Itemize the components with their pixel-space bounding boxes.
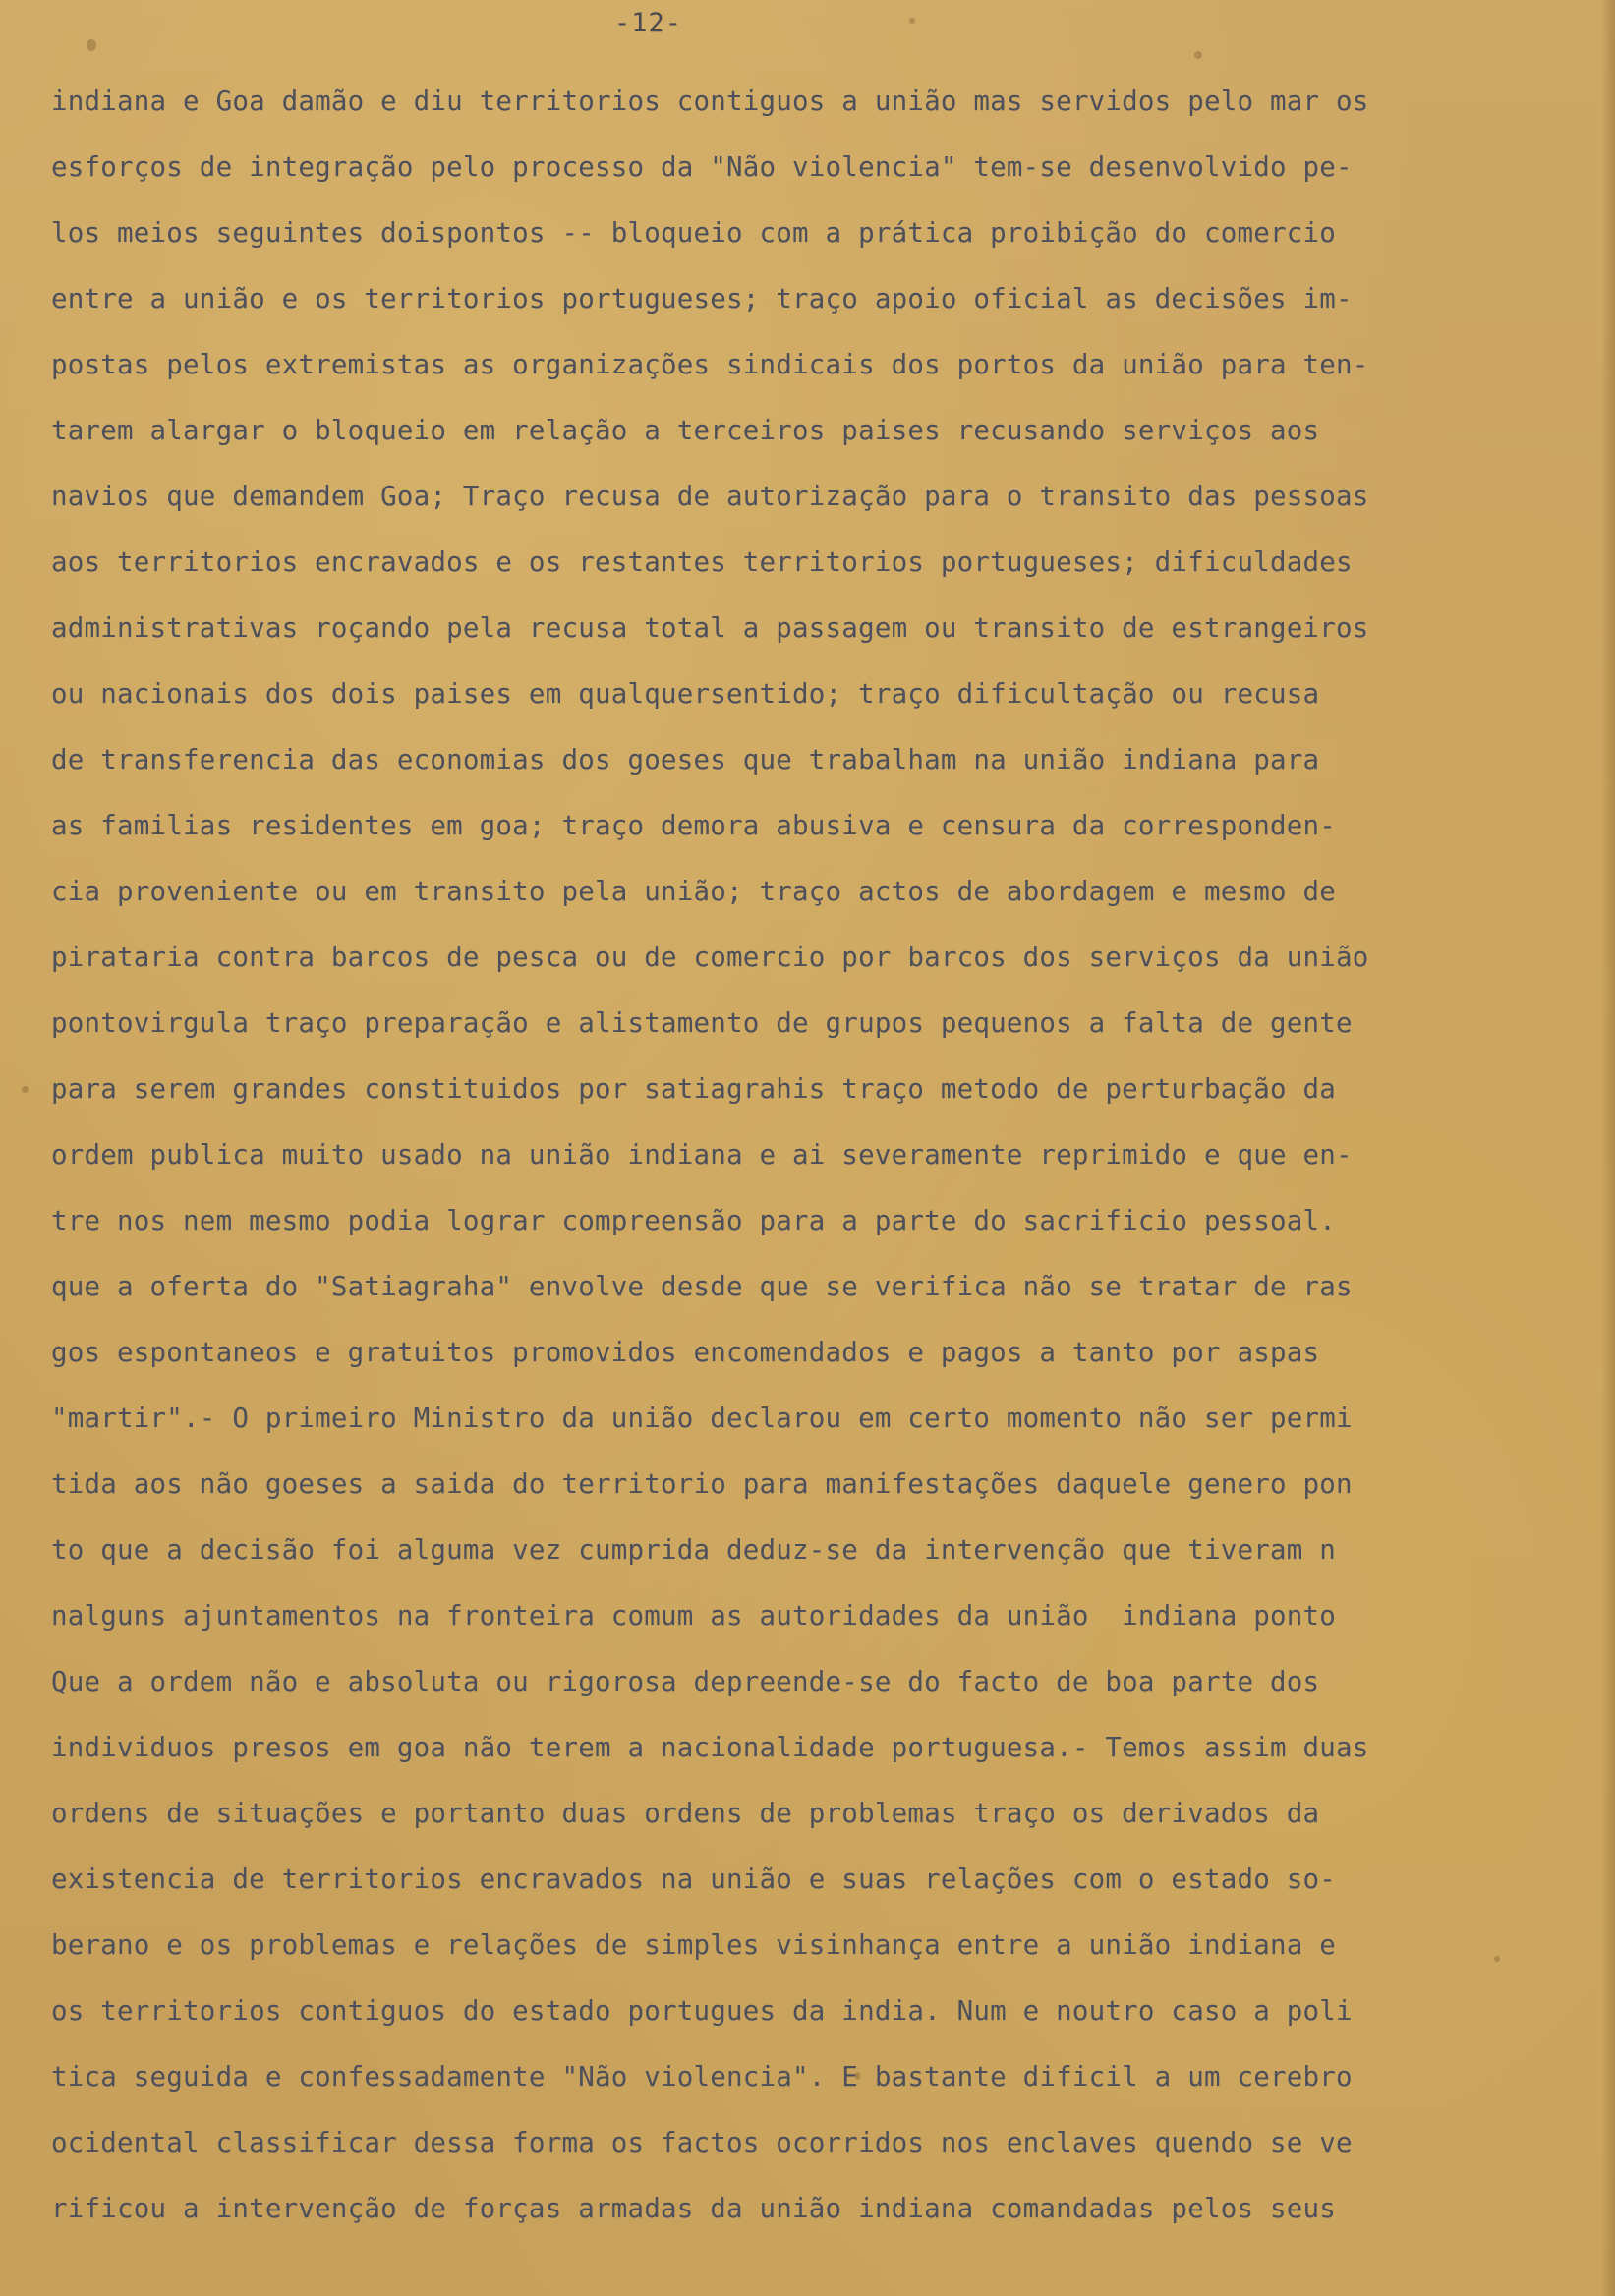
- text-line: "martir".- O primeiro Ministro da união declarou em certo momento não ser permi: [51, 1403, 1353, 1434]
- text-line: aos territorios encravados e os restantes territorios portugueses; dificuldades: [51, 546, 1353, 578]
- text-line: ocidental classificar dessa forma os factos ocorridos nos enclaves quendo se ve: [51, 2127, 1353, 2158]
- text-line: indiana e Goa damão e diu territorios contiguos a união mas servidos pelo mar os: [51, 86, 1369, 117]
- text-line: ou nacionais dos dois paises em qualquersentido; traço dificultação ou recusa: [51, 678, 1320, 710]
- paper-speck: [87, 39, 96, 51]
- text-line: as familias residentes em goa; traço demora abusiva e censura da corresponden-: [51, 810, 1336, 841]
- text-line: entre a união e os territorios portugueses; traço apoio oficial as decisões im-: [51, 283, 1353, 315]
- text-line: nalguns ajuntamentos na fronteira comum as autoridades da união indiana ponto: [51, 1600, 1336, 1632]
- paper-speck: [1194, 51, 1202, 59]
- body-text: [51, 69, 1604, 2242]
- text-line: berano e os problemas e relações de simples visinhança entre a união indiana e: [51, 1929, 1336, 1961]
- text-line: os territorios contiguos do estado portugues da india. Num e noutro caso a poli: [51, 1995, 1353, 2027]
- text-line: navios que demandem Goa; Traço recusa de autorização para o transito das pessoas: [51, 481, 1369, 512]
- text-line: gos espontaneos e gratuitos promovidos encomendados e pagos a tanto por aspas: [51, 1337, 1320, 1368]
- text-line: los meios seguintes doispontos -- bloqueio com a prática proibição do comercio: [51, 217, 1336, 249]
- text-line: ordem publica muito usado na união indiana e ai severamente reprimido e que en-: [51, 1139, 1353, 1171]
- text-line: tida aos não goeses a saida do territorio para manifestações daquele genero pon: [51, 1468, 1353, 1500]
- text-line: postas pelos extremistas as organizações sindicais dos portos da união para ten-: [51, 349, 1369, 380]
- text-line: existencia de territorios encravados na união e suas relações com o estado so-: [51, 1864, 1336, 1895]
- text-line: esforços de integração pelo processo da "Não violencia" tem-se desenvolvido pe-: [51, 151, 1353, 183]
- text-line: tre nos nem mesmo podia lograr compreensão para a parte do sacrificio pessoal.: [51, 1205, 1336, 1236]
- text-line: administrativas roçando pela recusa total a passagem ou transito de estrangeiros: [51, 612, 1369, 644]
- text-line: ordens de situações e portanto duas ordens de problemas traço os derivados da: [51, 1798, 1320, 1829]
- text-line: pontovirgula traço preparação e alistamento de grupos pequenos a falta de gente: [51, 1007, 1353, 1039]
- text-line: rificou a intervenção de forças armadas da união indiana comandadas pelos seus: [51, 2193, 1336, 2224]
- text-line: pirataria contra barcos de pesca ou de comercio por barcos dos serviços da união: [51, 942, 1369, 973]
- text-line: tarem alargar o bloqueio em relação a terceiros paises recusando serviços aos: [51, 415, 1320, 446]
- text-line: Que a ordem não e absoluta ou rigorosa depreende-se do facto de boa parte dos: [51, 1666, 1320, 1697]
- text-line: de transferencia das economias dos goeses que trabalham na união indiana para: [51, 744, 1320, 775]
- paper-speck: [22, 1086, 29, 1093]
- text-line: para serem grandes constituidos por satiagrahis traço metodo de perturbação da: [51, 1073, 1336, 1105]
- text-line: tica seguida e confessadamente "Não violencia". E bastante dificil a um cerebro: [51, 2061, 1353, 2093]
- paper-speck: [909, 18, 915, 24]
- text-line: to que a decisão foi alguma vez cumprida deduz-se da intervenção que tiveram n: [51, 1534, 1336, 1566]
- page-number: -12-: [614, 8, 683, 38]
- text-line: individuos presos em goa não terem a nacionalidade portuguesa.- Temos assim duas: [51, 1732, 1369, 1763]
- text-line: que a oferta do "Satiagraha" envolve desde que se verifica não se tratar de ras: [51, 1271, 1353, 1302]
- text-line: cia proveniente ou em transito pela união; traço actos de abordagem e mesmo de: [51, 876, 1336, 907]
